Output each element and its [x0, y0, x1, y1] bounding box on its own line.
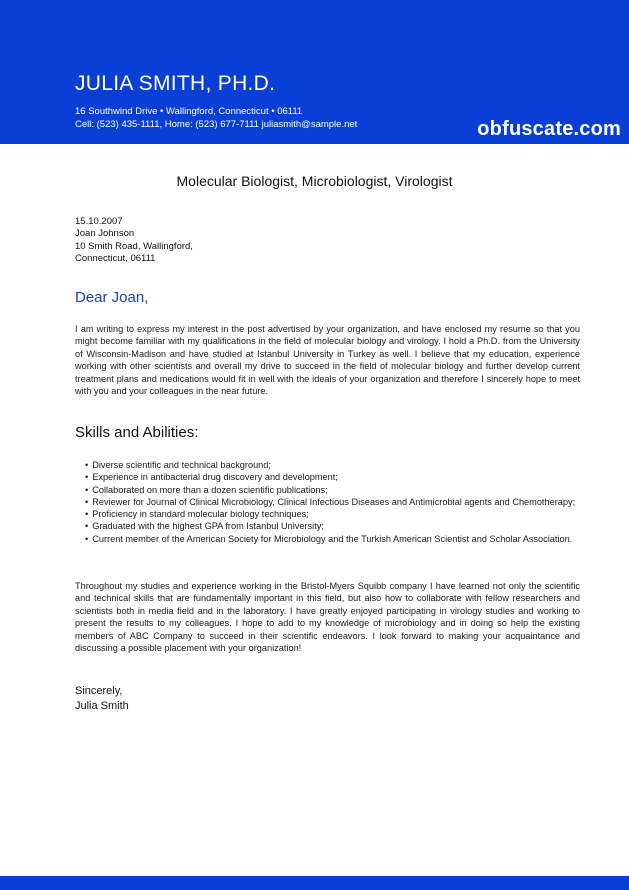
skill-item: • Proficiency in standard molecular biology techniques; [85, 509, 309, 520]
intro-paragraph: I am writing to express my interest in the post advertised by your organization, and have enclosed my resume so that you might become familiar with my qualifications in the field of molecular biology and virology. I hold a Ph.D. from the University of Wisconsin-Madison and have studied at Istanbul University in Turkey as well. I believe that my education, experience working with other scientists and overall my drive to succeed in the field of molecular biology and further develop current treatment plans and medications would fit in well with the ideals of your organization and therefore I sincerely hope to meet with you and your colleagues in the near future. [75, 324, 580, 397]
signature-name: Julia Smith [75, 700, 129, 712]
letterhead-banner [0, 0, 629, 144]
skill-item: • Graduated with the highest GPA from Istanbul University; [85, 521, 324, 532]
recipient-block [75, 216, 193, 266]
watermark-text: obfuscate.com [477, 118, 621, 140]
letter-date: 15.10.2007 [75, 216, 123, 227]
recipient-city: Connecticut, 06111 [75, 253, 156, 265]
skill-item: • Diverse scientific and technical background; [85, 460, 271, 470]
valediction: Sincerely, [75, 685, 123, 697]
address-line: 16 Southwind Drive • Wallingford, Connecticut • 06111 [75, 106, 303, 117]
bullet-icon: • [85, 472, 89, 483]
skill-item: • Current member of the American Society for Microbiology and the Turkish American Scientist and Scholar Association. [85, 533, 573, 544]
bullet-icon: • [85, 496, 89, 507]
skill-item: • Reviewer for Journal of Clinical Microbiology, Clinical Infectious Diseases and Antimicrobial agents and Chemotherapy; [85, 496, 576, 507]
bullet-icon: • [85, 484, 89, 495]
bullet-icon: • [85, 521, 89, 532]
bullet-icon: • [85, 533, 89, 544]
skill-item: • Collaborated on more than a dozen scientific publications; [85, 484, 328, 495]
recipient-name: Joan Johnson [75, 228, 135, 240]
bullet-icon: • [85, 460, 89, 470]
contact-info [75, 106, 357, 131]
skills-list [75, 459, 580, 545]
skill-item: • Experience in antibacterial drug discovery and development; [85, 472, 338, 483]
recipient-street: 10 Smith Road, Wallingford, [75, 240, 193, 252]
salutation: Dear Joan, [75, 289, 149, 306]
footer-bar [0, 876, 629, 890]
phone-email-line: Cell: (523) 435-1111, Home: (523) 677-7111 juliasmith@sample.net [75, 118, 358, 130]
professional-title: Molecular Biologist, Microbiologist, Virologist [176, 173, 453, 189]
applicant-name: JULIA SMITH, PH.D. [75, 72, 276, 95]
skills-heading: Skills and Abilities: [75, 424, 199, 441]
bullet-icon: • [85, 509, 89, 520]
signature-block [75, 684, 129, 714]
closing-paragraph: Throughout my studies and experience working in the Bristol-Myers Squibb company I have learned not only the scientific and technical skills that are fundamentally important in this field, but also how to collaborate with fellow researchers and scientists both in media field and in the laboratory. I have greatly enjoyed participating in virology studies and working to present the results to my colleagues. I hope to add to my knowledge of microbiology and in doing so help the existing members of ABC Company to succeed in their scientific endeavors. I look forward to making your acquaintance and discussing a possible placement with your organization! [75, 581, 580, 654]
